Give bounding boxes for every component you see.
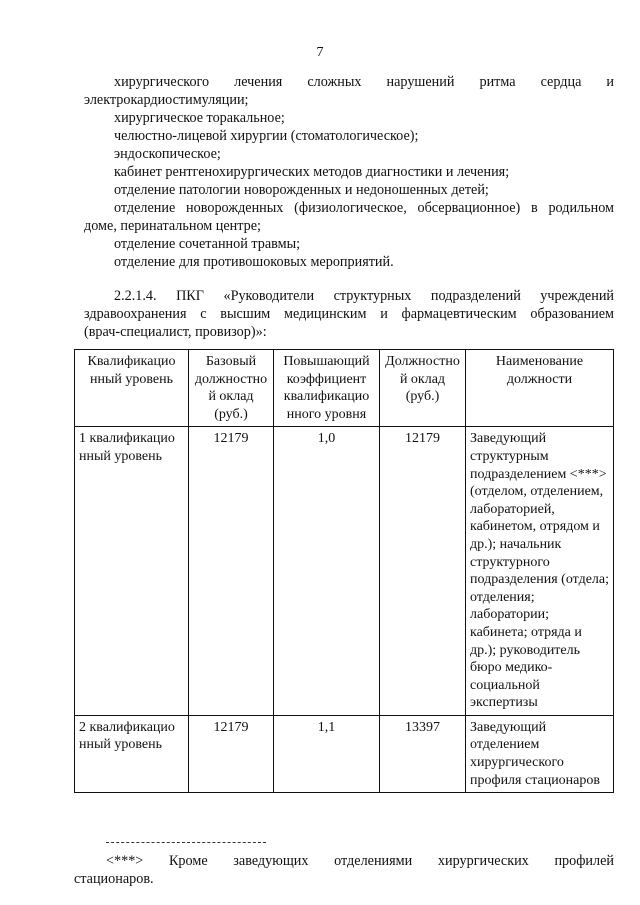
section-line: 2.2.1.4. ПКГ «Руководители структурных подразделений учреждений — [114, 288, 614, 304]
intro-line: электрокардиостимуляции; — [84, 92, 249, 108]
section-line: здравоохранения с высшим медицинским и фармацевтическим образованием — [84, 306, 614, 322]
intro-line: доме, перинатальном центре; — [84, 218, 261, 234]
cell-level: 2 квалификацио нный уровень — [75, 715, 189, 792]
cell-salary: 12179 — [380, 427, 466, 716]
intro-line: отделение для противошоковых мероприятий. — [114, 254, 394, 270]
intro-line: хирургического лечения сложных нарушений ритма сердца и — [114, 74, 614, 90]
cell-salary: 13397 — [380, 715, 466, 792]
header-salary: Должностно й оклад (руб.) — [380, 350, 466, 427]
intro-line: отделение патологии новорожденных и недоношенных детей; — [114, 182, 489, 198]
section-line: (врач-специалист, провизор)»: — [84, 324, 267, 340]
cell-base-salary: 12179 — [189, 427, 274, 716]
intro-line: хирургическое торакальное; — [114, 110, 285, 126]
intro-line: кабинет рентгенохирургических методов диагностики и лечения; — [114, 164, 510, 180]
intro-line: отделение новорожденных (физиологическое, обсервационное) в родильном — [114, 200, 614, 216]
cell-base-salary: 12179 — [189, 715, 274, 792]
cell-position: Заведующий структурным подразделением <***> (отделом, отделением, лабораторией, кабинетом, отрядом и др.); начальник структурного подразделения (отдела; отделения; лаборатории; кабинета; отряда и др.); руководитель бюро медико-социальной экспертизы — [466, 427, 614, 716]
header-base-salary: Базовый должностно й оклад (руб.) — [189, 350, 274, 427]
qualification-table — [74, 349, 614, 793]
cell-coefficient: 1,1 — [274, 715, 380, 792]
cell-coefficient: 1,0 — [274, 427, 380, 716]
table-row — [75, 715, 614, 792]
footnote-line: <***> Кроме заведующих отделениями хирургических профилей — [106, 853, 614, 869]
table-header-row — [75, 350, 614, 427]
intro-line: челюстно-лицевой хирургии (стоматологическое); — [114, 128, 419, 144]
cell-level: 1 квалификацио нный уровень — [75, 427, 189, 716]
intro-line: отделение сочетанной травмы; — [114, 236, 301, 252]
intro-line: эндоскопическое; — [114, 146, 221, 162]
header-position: Наименование должности — [466, 350, 614, 427]
page-number: 7 — [316, 45, 324, 60]
header-qualification-level: Квалификацио нный уровень — [75, 350, 189, 427]
cell-position: Заведующий отделением хирургического профиля стационаров — [466, 715, 614, 792]
footnote-line: стационаров. — [74, 871, 154, 887]
footnote-divider — [106, 842, 266, 843]
table-row — [75, 427, 614, 716]
header-coefficient: Повышающий коэффициент квалификацио нного уровня — [274, 350, 380, 427]
